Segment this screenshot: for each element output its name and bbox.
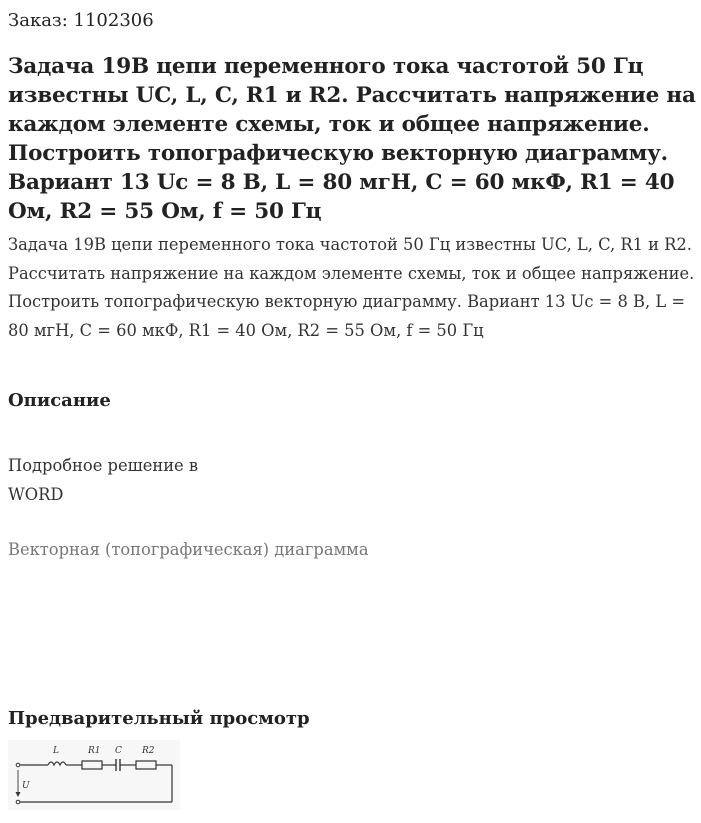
resistor-r1-symbol [82,761,102,769]
order-number: Заказ: 1102306 [8,10,154,31]
preview-image[interactable] [8,740,180,810]
circuit-diagram [8,740,180,810]
description-heading: Описание [8,390,111,411]
label-r2: R2 [142,746,155,756]
terminal-top [16,763,20,767]
voltage-arrow-head [16,792,21,797]
description-solution-note [8,451,198,509]
label-u: U [22,781,30,791]
description-line-1: Подробное решение в [8,456,199,475]
resistor-r2-symbol [136,761,156,769]
inductor-symbol [48,762,66,765]
description-line-2: WORD [8,485,64,504]
label-c: C [115,746,122,756]
terminal-bottom [16,800,20,804]
label-r1: R1 [88,746,101,756]
preview-heading: Предварительный просмотр [8,708,310,729]
description-diagram-note: Векторная (топографическая) диаграмма [8,540,369,559]
label-l: L [53,746,59,756]
task-description-text: Задача 19В цепи переменного тока частотой 50 Гц известны UC, L, C, R1 и R2. Рассчитать напряжение на каждом элементе схемы, ток и общее напряжение. Построить топографическую векторную диаграмму. Вариант 13 Uc = 8 В, L = 80 мгН, С = 60 мкФ, R1 = 40 Ом, R2 = 55 Ом, f = 50 Гц [8,235,695,340]
task-title: Задача 19В цепи переменного тока частотой 50 Гц известны UC, L, C, R1 и R2. Рассчитать напряжение на каждом элементе схемы, ток и общее напряжение. Построить топографическую векторную диаграмму. Вариант 13 Uc = 8 В, L = 80 мгН, С = 60 мкФ, R1 = 40 Ом, R2 = 55 Ом, f = 50 Гц [8,54,696,224]
